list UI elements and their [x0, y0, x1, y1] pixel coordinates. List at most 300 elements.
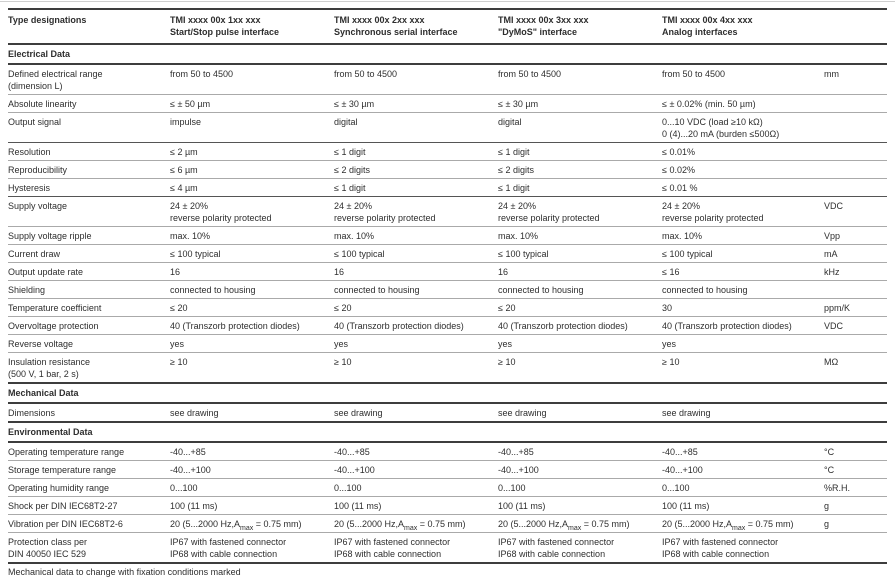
value-cell	[334, 338, 498, 350]
cell-line: 100 (11 ms)	[334, 501, 382, 511]
cell-line: see drawing	[498, 408, 547, 418]
unit-cell	[824, 146, 887, 158]
header-column-synchronous-serial	[334, 14, 498, 38]
cell-line: 0...100	[662, 483, 690, 493]
value-cell	[334, 68, 498, 92]
cell-line: ≤ 16	[662, 267, 680, 277]
page-top-divider	[0, 1, 895, 2]
cell-line: IP68 with cable connection	[334, 549, 442, 559]
value-cell	[498, 518, 662, 530]
row-label	[8, 164, 170, 176]
cell-line: ≤ 2 digits	[498, 165, 534, 175]
cell-line: IP68 with cable connection	[662, 549, 770, 559]
cell-line: mA	[824, 249, 838, 259]
unit-cell	[824, 98, 887, 110]
row-label	[8, 320, 170, 332]
value-cell	[498, 200, 662, 224]
cell-line: Shielding	[8, 285, 46, 295]
header-column-start-stop	[170, 14, 334, 38]
value-cell	[662, 68, 824, 92]
value-cell	[662, 464, 824, 476]
cell-line: Reproducibility	[8, 165, 68, 175]
table-row	[8, 160, 887, 178]
cell-line: (500 V, 1 bar, 2 s)	[8, 369, 79, 379]
cell-line: Vibration per DIN IEC68T2-6	[8, 519, 123, 529]
unit-cell	[824, 248, 887, 260]
value-cell	[662, 182, 824, 194]
cell-line: Output update rate	[8, 267, 84, 277]
cell-line: Resolution	[8, 147, 51, 157]
cell-line: 0...100	[334, 483, 362, 493]
table-sections	[8, 43, 887, 562]
cell-line: Insulation resistance	[8, 357, 91, 367]
row-label	[8, 500, 170, 512]
unit-cell	[824, 266, 887, 278]
cell-line: max. 10%	[334, 231, 375, 241]
cell-line: ≤ 100 typical	[662, 249, 713, 259]
model-number: TMI xxxx 00x 2xx xxx	[334, 15, 425, 25]
header-column-analog	[662, 14, 824, 38]
row-label	[8, 230, 170, 242]
table-row	[8, 298, 887, 316]
cell-line: max. 10%	[662, 231, 703, 241]
value-cell	[662, 446, 824, 458]
unit-cell	[824, 302, 887, 314]
value-cell	[170, 116, 334, 140]
table-row	[8, 532, 887, 562]
value-cell	[170, 68, 334, 92]
cell-line: 40 (Transzorb protection diodes)	[334, 321, 464, 331]
value-cell	[334, 482, 498, 494]
cell-line: yes	[662, 339, 677, 349]
cell-line: Storage temperature range	[8, 465, 117, 475]
section-title: Electrical Data	[8, 43, 887, 65]
value-cell	[498, 536, 662, 560]
cell-line: Shock per DIN IEC68T2-27	[8, 501, 118, 511]
cell-line: 20 (5...2000 $Hz,A_{max} = 0.75$ mm)	[662, 519, 794, 532]
cell-line: kHz	[824, 267, 840, 277]
cell-line: yes	[334, 339, 349, 349]
cell-line: yes	[170, 339, 185, 349]
value-cell	[662, 146, 824, 158]
value-cell	[498, 356, 662, 380]
value-cell	[334, 302, 498, 314]
cell-line: ≥ 10	[662, 357, 680, 367]
section-rows	[8, 443, 887, 562]
unit-cell	[824, 200, 887, 224]
row-label	[8, 182, 170, 194]
cell-line: 100 (11 ms)	[662, 501, 710, 511]
value-cell	[498, 116, 662, 140]
cell-line: Hysteresis	[8, 183, 51, 193]
value-cell	[170, 98, 334, 110]
cell-line: °C	[824, 465, 835, 475]
row-label	[8, 116, 170, 140]
cell-line: °C	[824, 447, 835, 457]
cell-line: ≤ ± 30 µm	[498, 99, 539, 109]
unit-cell	[824, 164, 887, 176]
value-cell	[498, 464, 662, 476]
cell-line: Defined electrical range	[8, 69, 103, 79]
value-cell	[498, 98, 662, 110]
cell-line: see drawing	[170, 408, 219, 418]
value-cell	[662, 356, 824, 380]
value-cell	[498, 338, 662, 350]
cell-line: ≤ 2 µm	[170, 147, 198, 157]
cell-line: 100 (11 ms)	[170, 501, 218, 511]
row-label	[8, 407, 170, 419]
value-cell	[498, 68, 662, 92]
value-cell	[334, 500, 498, 512]
cell-line: VDC	[824, 321, 844, 331]
cell-line: Operating temperature range	[8, 447, 125, 457]
unit-cell	[824, 446, 887, 458]
cell-line: ≤ 0.02%	[662, 165, 695, 175]
cell-line: ≤ ± 0.02% (min. 50 µm)	[662, 99, 756, 109]
cell-line: 20 (5...2000 $Hz,A_{max} = 0.75$ mm)	[498, 519, 630, 532]
value-cell	[334, 116, 498, 140]
cell-line: connected to housing	[662, 285, 748, 295]
interface-name: Analog interfaces	[662, 27, 738, 37]
value-cell	[334, 200, 498, 224]
cell-line: ≤ 20	[170, 303, 188, 313]
unit-cell	[824, 116, 887, 140]
table-row	[8, 94, 887, 112]
cell-line: ≤ ± 30 µm	[334, 99, 375, 109]
cell-line: reverse polarity protected	[170, 213, 272, 223]
value-cell	[498, 266, 662, 278]
cell-line: Operating humidity range	[8, 483, 110, 493]
cell-line: -40...+85	[170, 447, 206, 457]
cell-line: 20 (5...2000 $Hz,A_{max} = 0.75$ mm)	[334, 519, 466, 532]
table-row	[8, 352, 887, 382]
value-cell	[498, 248, 662, 260]
cell-line: ≤ 20	[498, 303, 516, 313]
row-label	[8, 248, 170, 260]
value-cell	[334, 164, 498, 176]
value-cell	[498, 320, 662, 332]
cell-line: IP67 with fastened connector	[498, 537, 615, 547]
value-cell	[170, 266, 334, 278]
value-cell	[334, 248, 498, 260]
value-cell	[170, 182, 334, 194]
table-row	[8, 478, 887, 496]
row-label	[8, 266, 170, 278]
value-cell	[662, 98, 824, 110]
value-cell	[170, 446, 334, 458]
value-cell	[498, 407, 662, 419]
value-cell	[662, 338, 824, 350]
cell-line: ≤ 1 digit	[334, 183, 366, 193]
row-label	[8, 482, 170, 494]
unit-cell	[824, 284, 887, 296]
cell-line: digital	[498, 117, 522, 127]
cell-line: reverse polarity protected	[662, 213, 764, 223]
value-cell	[334, 356, 498, 380]
cell-line: 16	[334, 267, 345, 277]
cell-line: -40...+100	[662, 465, 703, 475]
table-row	[8, 262, 887, 280]
cell-line: mm	[824, 69, 839, 79]
cell-line: Supply voltage ripple	[8, 231, 92, 241]
value-cell	[662, 164, 824, 176]
cell-line: Output signal	[8, 117, 62, 127]
cell-line: -40...+85	[334, 447, 370, 457]
cell-line: 24 ± 20%	[498, 201, 536, 211]
table-row	[8, 226, 887, 244]
cell-line: g	[824, 519, 830, 529]
row-label	[8, 302, 170, 314]
value-cell	[334, 407, 498, 419]
value-cell	[498, 482, 662, 494]
value-cell	[170, 338, 334, 350]
cell-line: 0...10 VDC (load ≥10 kΩ)	[662, 117, 763, 127]
cell-line: 0 (4)...20 mA (burden ≤500Ω)	[662, 129, 780, 139]
cell-line: reverse polarity protected	[334, 213, 436, 223]
cell-line: digital	[334, 117, 358, 127]
unit-cell	[824, 68, 887, 92]
value-cell	[170, 482, 334, 494]
cell-line: max. 10%	[170, 231, 211, 241]
cell-line: ≤ 2 digits	[334, 165, 370, 175]
cell-line: Current draw	[8, 249, 61, 259]
cell-line: g	[824, 501, 830, 511]
table-row	[8, 112, 887, 142]
footnote: Mechanical data to change with fixation conditions marked	[8, 562, 887, 578]
unit-cell	[824, 464, 887, 476]
cell-line: 40 (Transzorb protection diodes)	[170, 321, 300, 331]
cell-line: ≤ 1 digit	[498, 147, 530, 157]
value-cell	[334, 146, 498, 158]
value-cell	[170, 284, 334, 296]
subscript: max	[732, 524, 746, 532]
cell-line: yes	[498, 339, 513, 349]
value-cell	[170, 356, 334, 380]
cell-line: impulse	[170, 117, 202, 127]
cell-line: from 50 to 4500	[498, 69, 562, 79]
cell-line: from 50 to 4500	[662, 69, 726, 79]
header-column-dymos	[498, 14, 662, 38]
cell-line: from 50 to 4500	[334, 69, 398, 79]
table-row	[8, 280, 887, 298]
cell-line: reverse polarity protected	[498, 213, 600, 223]
value-cell	[170, 164, 334, 176]
table-row	[8, 334, 887, 352]
cell-line: -40...+85	[662, 447, 698, 457]
table-row	[8, 514, 887, 532]
value-cell	[662, 248, 824, 260]
unit-cell	[824, 182, 887, 194]
cell-line: ≤ 100 typical	[170, 249, 221, 259]
cell-line: -40...+100	[498, 465, 539, 475]
value-cell	[662, 284, 824, 296]
cell-line: ≥ 10	[170, 357, 188, 367]
row-label	[8, 464, 170, 476]
interface-name: "DyMoS" interface	[498, 27, 578, 37]
unit-cell	[824, 356, 887, 380]
table-header-row	[8, 8, 887, 43]
value-cell	[170, 536, 334, 560]
value-cell	[498, 164, 662, 176]
value-cell	[170, 320, 334, 332]
cell-line: VDC	[824, 201, 844, 211]
unit-cell	[824, 407, 887, 419]
cell-line: ≤ 20	[334, 303, 352, 313]
row-label	[8, 200, 170, 224]
table-row	[8, 196, 887, 226]
specification-table	[8, 8, 887, 578]
value-cell	[334, 536, 498, 560]
cell-line: 30	[662, 303, 673, 313]
cell-line: -40...+100	[334, 465, 375, 475]
value-cell	[498, 302, 662, 314]
value-cell	[170, 146, 334, 158]
table-row	[8, 404, 887, 421]
header-unit-column	[824, 14, 887, 38]
value-cell	[662, 116, 824, 140]
value-cell	[170, 518, 334, 530]
value-cell	[170, 407, 334, 419]
cell-line: connected to housing	[498, 285, 584, 295]
unit-cell	[824, 500, 887, 512]
section-title: Mechanical Data	[8, 382, 887, 404]
unit-cell	[824, 518, 887, 530]
cell-line: Reverse voltage	[8, 339, 74, 349]
value-cell	[170, 302, 334, 314]
unit-cell	[824, 230, 887, 242]
table-row	[8, 178, 887, 196]
subscript: max	[568, 524, 582, 532]
value-cell	[170, 248, 334, 260]
value-cell	[498, 182, 662, 194]
value-cell	[334, 230, 498, 242]
value-cell	[662, 500, 824, 512]
unit-cell	[824, 320, 887, 332]
cell-line: ≤ ± 50 µm	[170, 99, 211, 109]
value-cell	[662, 266, 824, 278]
value-cell	[498, 230, 662, 242]
cell-line: 40 (Transzorb protection diodes)	[498, 321, 628, 331]
row-label	[8, 338, 170, 350]
cell-line: IP68 with cable connection	[170, 549, 278, 559]
header-type-designations: Type designations	[8, 15, 87, 25]
row-label	[8, 518, 170, 530]
value-cell	[334, 182, 498, 194]
model-number: TMI xxxx 00x 4xx xxx	[662, 15, 753, 25]
cell-line: 100 (11 ms)	[498, 501, 546, 511]
cell-line: (dimension L)	[8, 81, 63, 91]
table-row	[8, 316, 887, 334]
cell-line: ppm/K	[824, 303, 851, 313]
cell-line: 0...100	[498, 483, 526, 493]
cell-line: ≤ 4 µm	[170, 183, 198, 193]
value-cell	[334, 464, 498, 476]
cell-line: from 50 to 4500	[170, 69, 234, 79]
value-cell	[498, 446, 662, 458]
value-cell	[662, 518, 824, 530]
subscript: max	[240, 524, 254, 532]
unit-cell	[824, 482, 887, 494]
value-cell	[662, 302, 824, 314]
cell-line: 24 ± 20%	[334, 201, 372, 211]
table-row	[8, 460, 887, 478]
cell-line: see drawing	[662, 408, 711, 418]
row-label	[8, 446, 170, 458]
cell-line: 24 ± 20%	[662, 201, 700, 211]
row-label	[8, 284, 170, 296]
cell-line: 16	[170, 267, 181, 277]
value-cell	[334, 518, 498, 530]
unit-cell	[824, 536, 887, 560]
cell-line: -40...+85	[498, 447, 534, 457]
value-cell	[170, 500, 334, 512]
cell-line: ≤ 100 typical	[334, 249, 385, 259]
value-cell	[662, 230, 824, 242]
cell-line: connected to housing	[170, 285, 256, 295]
cell-line: Temperature coefficient	[8, 303, 102, 313]
cell-line: ≤ 6 µm	[170, 165, 198, 175]
value-cell	[334, 284, 498, 296]
section-title: Environmental Data	[8, 421, 887, 443]
value-cell	[498, 500, 662, 512]
value-cell	[498, 284, 662, 296]
value-cell	[170, 464, 334, 476]
value-cell	[662, 407, 824, 419]
table-row	[8, 496, 887, 514]
value-cell	[662, 482, 824, 494]
value-cell	[170, 200, 334, 224]
cell-line: IP67 with fastened connector	[662, 537, 779, 547]
table-row	[8, 443, 887, 460]
cell-line: connected to housing	[334, 285, 420, 295]
cell-line: max. 10%	[498, 231, 539, 241]
value-cell	[662, 320, 824, 332]
cell-line: ≥ 10	[498, 357, 516, 367]
cell-line: Supply voltage	[8, 201, 68, 211]
cell-line: 16	[498, 267, 509, 277]
row-label	[8, 98, 170, 110]
row-label	[8, 68, 170, 92]
row-label	[8, 536, 170, 560]
row-label	[8, 356, 170, 380]
cell-line: Vpp	[824, 231, 841, 241]
section-rows	[8, 65, 887, 382]
cell-line: IP67 with fastened connector	[334, 537, 451, 547]
cell-line: see drawing	[334, 408, 383, 418]
cell-line: Absolute linearity	[8, 99, 77, 109]
cell-line: 0...100	[170, 483, 198, 493]
cell-line: Protection class per	[8, 537, 88, 547]
table-row	[8, 65, 887, 94]
value-cell	[334, 266, 498, 278]
cell-line: DIN 40050 IEC 529	[8, 549, 87, 559]
cell-line: ≤ 1 digit	[498, 183, 530, 193]
cell-line: %R.H.	[824, 483, 851, 493]
cell-line: MΩ	[824, 357, 839, 367]
cell-line: Overvoltage protection	[8, 321, 99, 331]
unit-cell	[824, 338, 887, 350]
value-cell	[662, 536, 824, 560]
value-cell	[334, 446, 498, 458]
cell-line: -40...+100	[170, 465, 211, 475]
cell-line: IP67 with fastened connector	[170, 537, 287, 547]
model-number: TMI xxxx 00x 3xx xxx	[498, 15, 589, 25]
value-cell	[334, 320, 498, 332]
section-rows	[8, 404, 887, 421]
cell-line: 24 ± 20%	[170, 201, 208, 211]
cell-line: Dimensions	[8, 408, 56, 418]
table-row	[8, 244, 887, 262]
